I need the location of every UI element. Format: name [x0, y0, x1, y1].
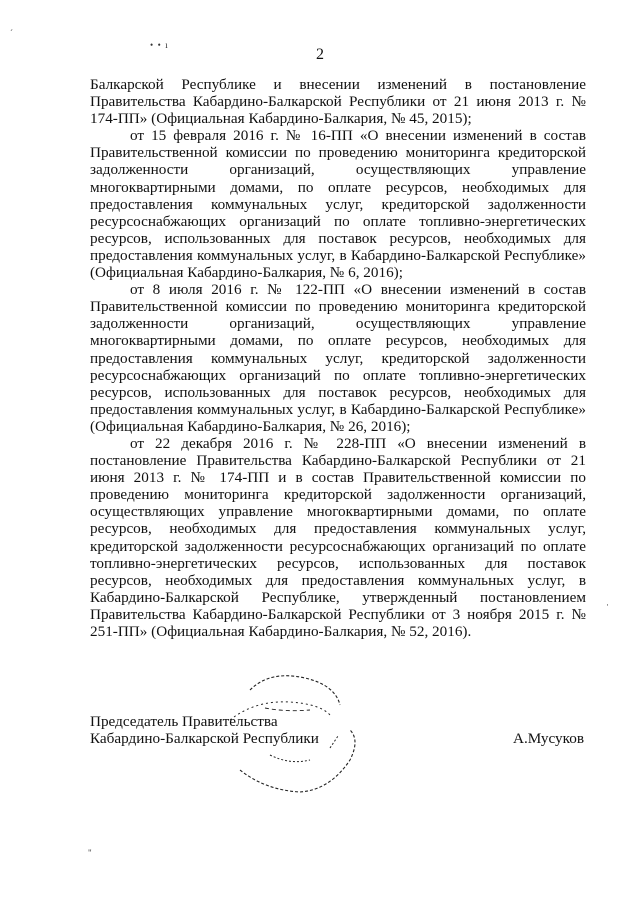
signatory-name: А.Мусуков — [513, 730, 584, 747]
page-number: 2 — [316, 46, 324, 63]
scan-artifact: · — [606, 600, 609, 610]
scan-artifact: • • ı — [150, 40, 168, 50]
paragraph: от 15 февраля 2016 г. № 16-ПП «О внесении изменений в состав Правительственной комиссии по проведению мониторинга кредиторской задолженности организаций, осуществляющих управление многоквартирными домами, по оплате ресурсов, необходимых для предоставления коммунальных услуг, кредиторской задолженности ресурсоснабжающих организаций по оплате топливно-энергетических ресурсов, использованных для поставок ресурсов, необходимых для предоставления коммунальных услуг, в Кабардино-Балкарской Республике» (Официальная Кабардино-Балкария, № 6, 2016); — [90, 127, 586, 282]
scan-artifact: " — [88, 848, 92, 858]
scan-artifact: ˊ — [10, 28, 13, 38]
signatory-title-line: Кабардино-Балкарской Республики — [90, 730, 319, 748]
paragraph: Балкарской Республике и внесении изменений в постановление Правительства Кабардино-Балкарской Республики от 21 июня 2013 г. № 174-ПП» (Официальная Кабардино-Балкария, № 45, 2015); — [90, 76, 586, 128]
paragraph: от 8 июля 2016 г. № 122-ПП «О внесении изменений в состав Правительственной комиссии по проведению мониторинга кредиторской задолженности организаций, осуществляющих управление многоквартирными домами, по оплате ресурсов, необходимых для предоставления коммунальных услуг, кредиторской задолженности ресурсоснабжающих организаций по оплате топливно-энергетических ресурсов, использованных для поставок ресурсов, необходимых для предоставления коммунальных услуг, в Кабардино-Балкарской Республике» (Официальная Кабардино-Балкария, № 26, 2016); — [90, 281, 586, 435]
signatory-title — [90, 713, 319, 748]
paragraph: от 22 декабря 2016 г. № 228-ПП «О внесении изменений в постановление Правительства Кабардино-Балкарской Республики от 21 июня 2013 г. № 174-ПП и в состав Правительственной комиссии по проведению мониторинга кредиторской задолженности организаций, осуществляющих управление многоквартирными домами, по оплате ресурсов, необходимых для предоставления коммунальных услуг, кредиторской задолженности ресурсоснабжающих организаций по оплате топливно-энергетических ресурсов, использованных для поставок ресурсов, необходимых для предоставления коммунальных услуг, в Кабардино-Балкарской Республике, утвержденный постановлением Правительства Кабардино-Балкарской Республики от 3 ноября 2015 г. № 251-ПП» (Официальная Кабардино-Балкария, № 52, 2016). — [90, 434, 586, 640]
signatory-title-line: Председатель Правительства — [90, 713, 278, 730]
document-body — [90, 76, 586, 640]
